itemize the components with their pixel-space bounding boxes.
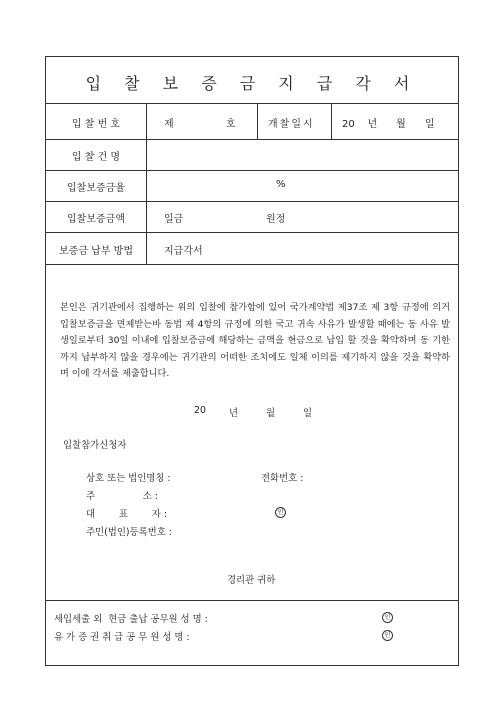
open-date-label: 개찰일시 <box>268 119 315 130</box>
row-divider <box>46 103 458 104</box>
seal-mark-icon: 인 <box>275 507 286 518</box>
deposit-amount-prefix: 일금 <box>164 214 184 225</box>
form-title: 입 찰 보 증 금 지 급 각 서 <box>85 74 419 93</box>
pledge-paragraph: 본인은 귀기관에서 집행하는 위의 입찰에 참가함에 있어 국가계약법 제37조 제 3항 규정에 의거 입찰보증금을 면제받는바 동법 제 4항의 규정에 의한 국고 귀속 사유가 발생할 때에는 동 사유 발생일로부터 30일 이내에 입찰보증금에 해당하는 금액을 현금으로 납입 할 것을 확약하며 동 기한까지 납부하지 않을 경우에는 귀기관의 어떠한 조치에도 일체 이의를 제기하지 않을 것을 확약하며 이에 각서를 제출합니다. <box>60 302 450 379</box>
bid-number-prefix: 제 <box>164 119 174 130</box>
deposit-amount-label: 입찰보증금액 <box>67 214 125 225</box>
payment-method-value: 지급각서 <box>164 246 203 257</box>
seal-mark-icon: 인 <box>382 612 393 623</box>
date-day-unit: 일 <box>303 408 313 419</box>
row-divider <box>46 264 458 265</box>
bid-number-label: 입 찰 번 호 <box>71 119 121 130</box>
row-divider <box>46 170 458 171</box>
row-divider <box>46 600 458 601</box>
phone-label: 전화번호 : <box>261 473 304 484</box>
registration-number-label: 주민(법인)등록번호 : <box>86 527 172 538</box>
address-label: 주 소 : <box>86 491 158 502</box>
date-year-unit: 년 <box>229 408 239 419</box>
deposit-rate-label: 입찰보증금율 <box>67 183 125 194</box>
applicant-label: 입찰참가신청자 <box>63 440 127 451</box>
addressee: 경리관 귀하 <box>227 575 276 586</box>
date-month-unit: 월 <box>266 408 276 419</box>
open-date-value: 20 년 월 일 <box>342 119 435 130</box>
column-divider <box>257 103 258 139</box>
seal-mark-icon: 인 <box>382 630 393 641</box>
row-divider <box>46 201 458 202</box>
deposit-rate-unit: % <box>276 179 286 190</box>
column-divider <box>331 103 332 139</box>
bid-number-suffix: 호 <box>226 119 236 130</box>
row-divider <box>46 232 458 233</box>
guarantee-form <box>45 56 459 666</box>
date-year: 20 <box>194 405 206 416</box>
securities-official-label: 유 가 증 권 취 급 공 무 원 성 명 : <box>54 632 190 643</box>
payment-method-label: 보증금 납부 방법 <box>59 246 133 257</box>
company-label: 상호 또는 법인명칭 : <box>86 473 171 484</box>
representative-label: 대 표 자 : <box>86 509 167 520</box>
row-divider <box>46 139 458 140</box>
column-divider <box>146 103 147 264</box>
bid-name-label: 입 찰 건 명 <box>71 152 121 163</box>
deposit-amount-suffix: 원정 <box>266 214 286 225</box>
cash-official-label: 세입세출 외 현금 출납 공무원 성 명 : <box>54 614 208 625</box>
